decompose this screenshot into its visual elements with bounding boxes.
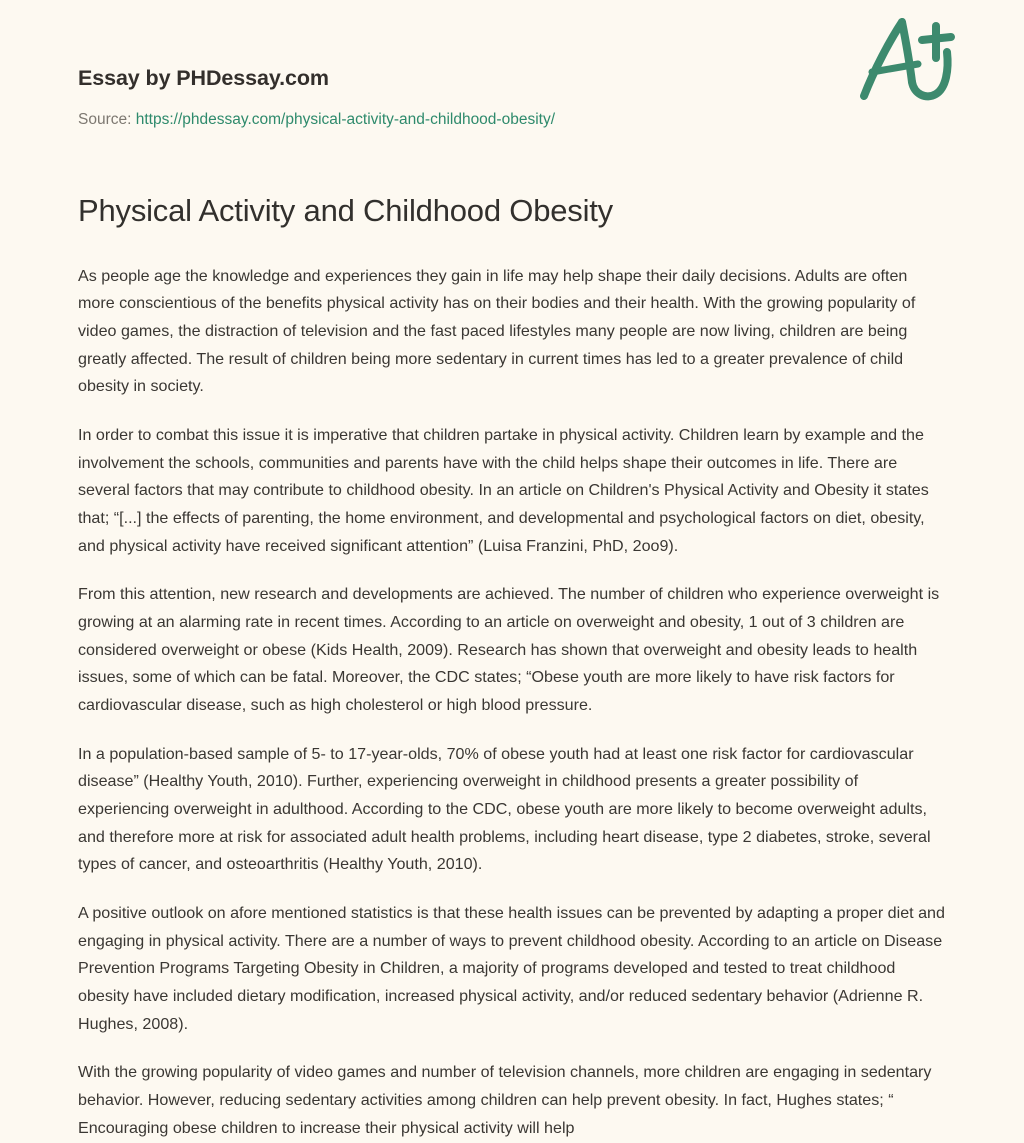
paragraph: In a population-based sample of 5- to 17-year-olds, 70% of obese youth had at least one risk factor for cardiovascular disease” (Healthy Youth, 2010). Further, experiencing overweight in childhood presents a greater possibility of experiencing overweight in adulthood. According to the CDC, obese youth are more likely to become overweight adults, and therefore more at risk for associated adult health problems, including heart disease, type 2 diabetes, stroke, several types of cancer, and osteoarthritis (Healthy Youth, 2010). bbox=[78, 744, 931, 874]
paragraph: With the growing popularity of video games and number of television channels, more children are engaging in sedentary behavior. However, reducing sedentary activities among children can help prevent obesity. In fact, Hughes states; “ Encouraging obese children to increase their physical activity will help bbox=[78, 1063, 932, 1137]
paragraph: In order to combat this issue it is imperative that children partake in physical activity. Children learn by example and the involvement the schools, communities and parents have with the child helps shape their outcomes in life. There are several factors that may contribute to childhood obesity. In an article on Children's Physical Activity and Obesity it states that; “[...] the effects of parenting, the home environment, and developmental and psychological factors on diet, obesity, and physical activity have received significant attention” (Luisa Franzini, PhD, 2oo9). bbox=[78, 426, 929, 555]
paragraph: As people age the knowledge and experiences they gain in life may help shape their daily decisions. Adults are often more conscientious of the benefits physical activity has on their bodies and their health. With the growing popularity of video games, the distraction of television and the fast paced lifestyles many people are now living, children are being greatly affected. The result of children being more sedentary in current times has led to a greater prevalence of child obesity in society. bbox=[78, 266, 916, 396]
page-title: Physical Activity and Childhood Obesity bbox=[78, 192, 613, 228]
site-attribution: Essay by PHDessay.com bbox=[78, 66, 329, 90]
source-url-link[interactable]: https://phdessay.com/physical-activity-and-childhood-obesity/ bbox=[135, 110, 556, 128]
source-line bbox=[78, 110, 946, 130]
paragraph: From this attention, new research and developments are achieved. The number of children who experience overweight is growing at an alarming rate in recent times. According to an article on overweight and obesity, 1 out of 3 children are considered overweight or obese (Kids Health, 2009). Research has shown that overweight and obesity leads to health issues, some of which can be fatal. Moreover, the CDC states; “Obese youth are more likely to have risk factors for cardiovascular disease, such as high cholesterol or high blood pressure. bbox=[78, 585, 940, 715]
source-label: Source: bbox=[78, 110, 132, 128]
page-header bbox=[78, 0, 946, 130]
article-body bbox=[78, 231, 946, 1143]
paragraph: A positive outlook on afore mentioned statistics is that these health issues can be prevented by adapting a proper diet and engaging in physical activity. There are a number of ways to prevent childhood obesity. According to an article on Disease Prevention Programs Targeting Obesity in Children, a majority of programs developed and tested to treat childhood obesity have included dietary modification, increased physical activity, and/or reduced sedentary behavior (Adrienne R. Hughes, 2008). bbox=[78, 904, 945, 1033]
